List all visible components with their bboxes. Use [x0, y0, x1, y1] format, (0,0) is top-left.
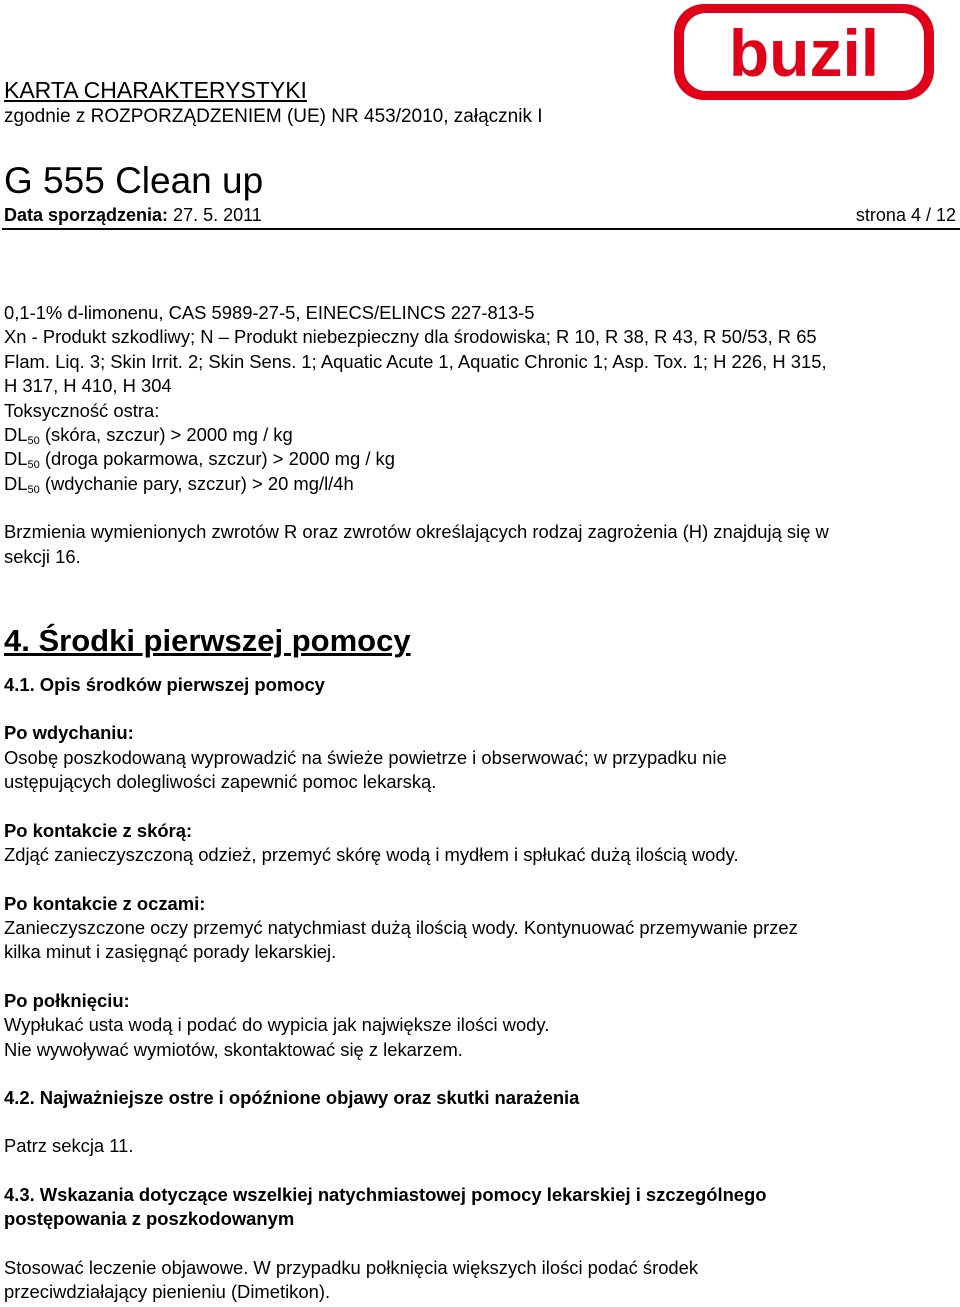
section-4-title: 4. Środki pierwszej pomocy — [4, 623, 411, 659]
r-phrases-note: sekcji 16. — [4, 545, 81, 567]
composition-line: Xn - Produkt szkodliwy; N – Produkt niebezpieczny dla środowiska; R 10, R 38, R 43, R 50/53, R 65 — [4, 326, 817, 348]
date-label: Data sporządzenia: — [4, 205, 169, 225]
eye-contact-text: Zanieczyszczone oczy przemyć natychmiast dużą ilością wody. Kontynuować przemywanie przez — [4, 916, 798, 938]
subsection-4-3-title: postępowania z poszkodowanym — [4, 1208, 295, 1230]
subsection-4-2-title: 4.2. Najważniejsze ostre i opóźnione objawy oraz skutki narażenia — [4, 1086, 580, 1108]
subsection-4-3-title: 4.3. Wskazania dotyczące wszelkiej natychmiastowej pomocy lekarskiej i szczególnego — [4, 1183, 767, 1205]
spacer — [4, 661, 954, 673]
dl50-item: $DL_{50}$ (skóra, szczur) > 2000 mg / kg — [4, 424, 293, 448]
inhalation-label: Po wdychaniu: — [4, 722, 134, 744]
header-divider — [2, 228, 960, 230]
preparation-date — [4, 203, 262, 227]
page-content — [4, 301, 954, 1304]
date-value: 27. 5. 2011 — [173, 205, 262, 225]
spacer — [4, 1159, 954, 1183]
ingestion-text: Nie wywoływać wymiotów, skontaktować się z lekarzem. — [4, 1038, 463, 1060]
spacer — [4, 697, 954, 721]
eye-contact-label: Po kontakcie z oczami: — [4, 892, 206, 914]
inhalation-text: ustępujących dolegliwości zapewnić pomoc lekarską. — [4, 771, 437, 793]
composition-line: 0,1-1% d-limonenu, CAS 5989-27-5, EINECS/ELINCS 227-813-5 — [4, 302, 535, 323]
dl50-item: $DL_{50}$ (droga pokarmowa, szczur) > 2000 mg / kg — [4, 448, 395, 472]
document-title: KARTA CHARAKTERYSTYKI — [4, 77, 307, 103]
spacer — [4, 1232, 954, 1256]
subsection-4-3-text: Stosować leczenie objawowe. W przypadku połknięcia większych ilości podać środek — [4, 1256, 699, 1278]
ingestion-text: Wypłukać usta wodą i podać do wypicia jak największe ilości wody. — [4, 1014, 550, 1036]
spacer — [4, 569, 954, 621]
spacer — [4, 965, 954, 989]
toxicity-label: Toksyczność ostra: — [4, 399, 160, 421]
buzil-logo-graphic — [672, 2, 936, 102]
subsection-4-2-text: Patrz sekcja 11. — [4, 1135, 134, 1157]
r-phrases-note: Brzmienia wymienionych zwrotów R oraz zwrotów określających rodzaj zagrożenia (H) znajdują się w — [4, 521, 829, 543]
regulation-reference: zgodnie z ROZPORZĄDZENIEM (UE) NR 453/2010, załącznik I — [4, 106, 543, 127]
skin-contact-text: Zdjąć zanieczyszczoną odzież, przemyć skórę wodą i mydłem i spłukać dużą ilością wody. — [4, 844, 739, 866]
inhalation-text: Osobę poszkodowaną wyprowadzić na świeże powietrze i obserwować; w przypadku nie — [4, 746, 727, 768]
spacer — [4, 868, 954, 892]
eye-contact-text: kilka minut i zasięgnąć porady lekarskiej. — [4, 941, 337, 963]
skin-contact-label: Po kontakcie z skórą: — [4, 819, 193, 841]
spacer — [4, 1110, 954, 1134]
subsection-4-1-title: 4.1. Opis środków pierwszej pomocy — [4, 674, 325, 696]
logo-wordmark: buzil — [728, 16, 880, 90]
composition-line: Flam. Liq. 3; Skin Irrit. 2; Skin Sens. 1; Aquatic Acute 1, Aquatic Chronic 1; Asp. Tox. 1; H 226, H 315, — [4, 350, 827, 372]
composition-line: H 317, H 410, H 304 — [4, 375, 172, 397]
dl50-item: $DL_{50}$ (wdychanie pary, szczur) > 20 mg/l/4h — [4, 472, 354, 496]
spacer — [4, 1062, 954, 1086]
buzil-logo — [672, 2, 936, 102]
spacer — [4, 496, 954, 520]
subsection-4-3-text: przeciwdziałający pienieniu (Dimetikon). — [4, 1280, 331, 1302]
ingestion-label: Po połknięciu: — [4, 989, 130, 1011]
spacer — [4, 795, 954, 819]
product-name: G 555 Clean up — [4, 160, 264, 201]
page-number: strona 4 / 12 — [855, 205, 956, 225]
